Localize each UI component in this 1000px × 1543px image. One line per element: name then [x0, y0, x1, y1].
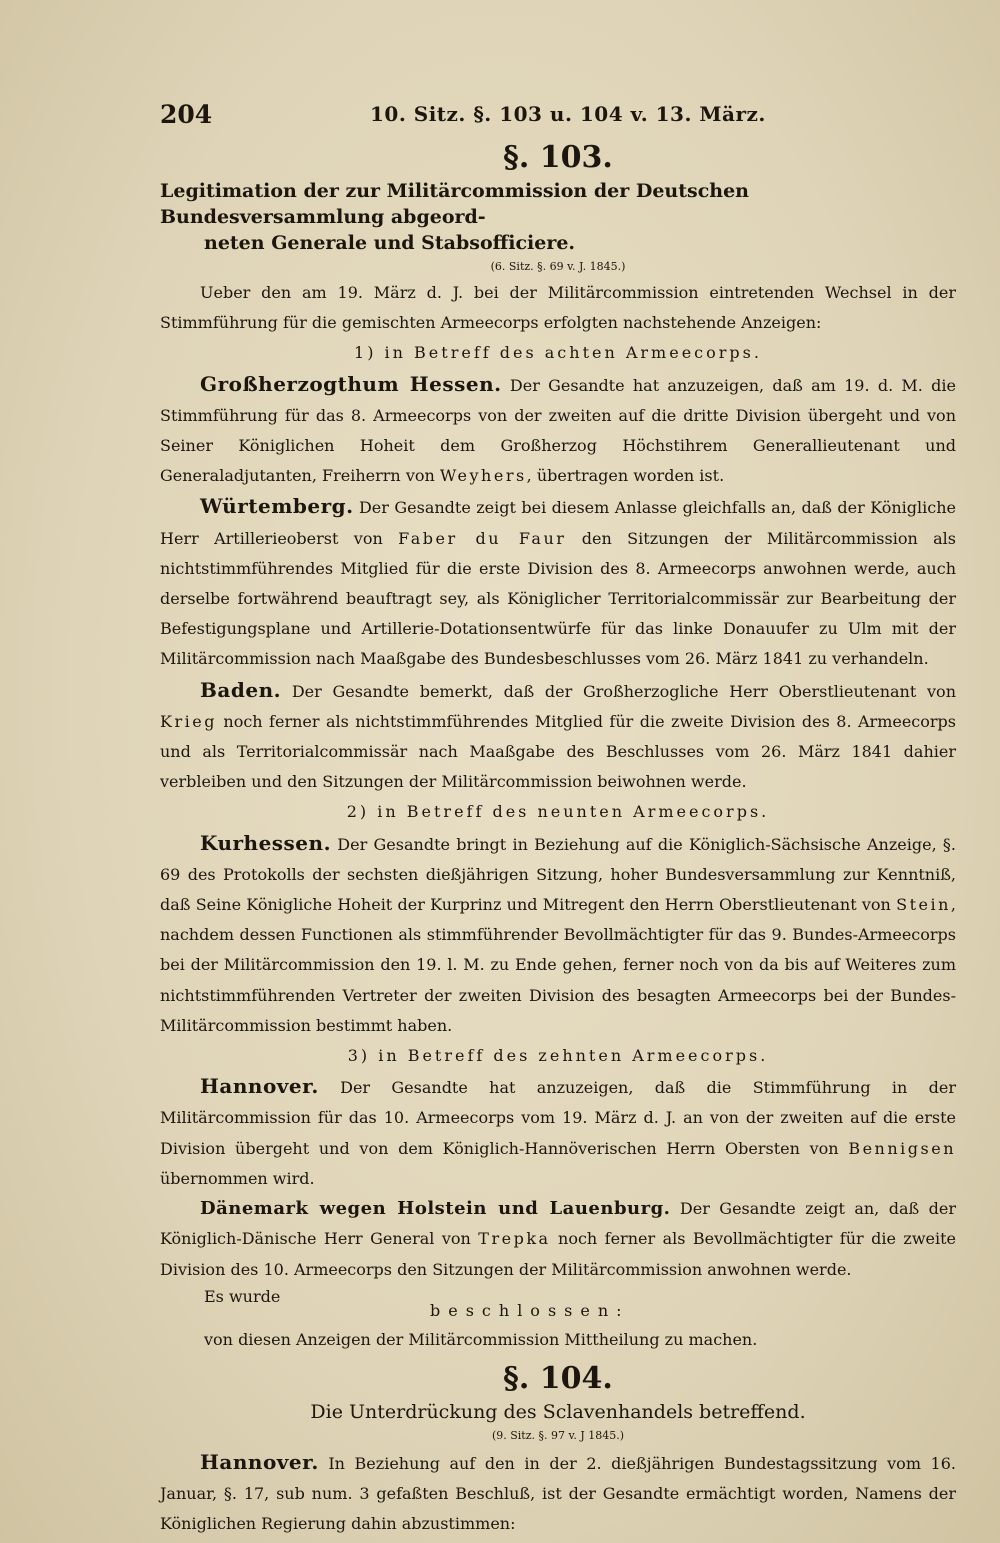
text-baden-b: noch ferner als nichtstimmführendes Mitglied für die zweite Division des 8. Armeecorps und als Territorialcommissär nach Maaßgabe des Beschlusses vom 26. März 1841 dahier verbleiben und den Sitzungen der Militärcommission beiwohnen werde.	[160, 711, 956, 792]
state-hannover-104: Hannover.	[200, 1449, 319, 1474]
subheading-9th-corps: 2) in Betreff des neunten Armeecorps.	[346, 802, 770, 822]
text-daenemark-b: noch ferner als Bevollmächtigter für die zweite Division des 10. Armeecorps den Sitzungen der Militärcommission anwohnen werde.	[160, 1229, 957, 1279]
section-104-title: Die Unterdrückung des Sclavenhandels betreffend.	[310, 1400, 806, 1423]
paragraph-baden	[160, 675, 956, 798]
paragraph-wuerttemberg	[160, 491, 956, 674]
section-103-title-line2: neten Generale und Stabsofficiere.	[204, 232, 576, 254]
subheading-10th-corps: 3) in Betreff des zehnten Armeecorps.	[347, 1046, 769, 1066]
text-hannover-104: In Beziehung auf den in der 2. dießjährigen Bundestagssitzung vom 16. Januar, §. 17, sub num. 3 gefaßten Beschluß, ist der Gesandte ermächtigt worden, Namens der Königlichen Regierung dahin abzustimmen:	[160, 1453, 956, 1534]
text-baden-a: Der Gesandte bemerkt, daß der Großherzogliche Herr Oberstlieutenant von	[281, 681, 956, 701]
name-faber-du-faur: Faber du Faur	[398, 528, 567, 548]
text-hessen-b: , übertragen worden ist.	[526, 466, 725, 486]
text-wuerttemberg-a: Der Gesandte zeigt bei diesem Anlasse gleichfalls an, daß der Königliche Herr Artillerieoberst von	[160, 498, 956, 548]
es-wurde-label: Es wurde	[204, 1286, 281, 1306]
text-wuerttemberg-b: den Sitzungen der Militärcommission als nichtstimmführendes Mitglied für die erste Division des 8. Armeecorps anwohnen werde, auch derselbe fortwährend beauftragt sey, als Königlicher Territorialcommissär zur Bearbeitung der Befestigungsplane und Artillerie-Dotationsentwürfe für das linke Donauufer zu Ulm mit der Militärcommission nach Maaßgabe des Bundesbeschlusses vom 26. März 1841 zu verhandeln.	[160, 528, 957, 669]
text-hessen-a: Der Gesandte hat anzuzeigen, daß am 19. d. M. die Stimmführung für das 8. Armeecorps von der zweiten auf die dritte Division übergeht und von Seiner Königlichen Hoheit dem Großherzog Höchstihrem Generallieutenant und Generaladjutanten, Freiherrn von	[160, 375, 956, 486]
state-daenemark: Dänemark wegen Holstein und Lauenburg.	[200, 1198, 671, 1220]
paragraph-hannover	[160, 1071, 956, 1194]
name-trepka: Trepka	[478, 1229, 551, 1249]
page-header	[160, 100, 960, 136]
paragraph-kurhessen	[160, 828, 956, 1041]
decision-text: von diesen Anzeigen der Militärcommission Mittheilung zu machen.	[204, 1329, 758, 1349]
running-head: 10. Sitz. §. 103 u. 104 v. 13. März.	[370, 102, 766, 126]
section-103-title-line1: Legitimation der zur Militärcommission der Deutschen Bundesversammlung abgeord-	[160, 180, 749, 228]
name-stein: Stein	[896, 895, 951, 915]
resolution-row	[160, 1285, 956, 1325]
text-daenemark-a: Der Gesandte zeigt an, daß der Königlich-Dänische Herr General von	[160, 1199, 956, 1249]
section-104-reference: (9. Sitz. §. 97 v. J 1845.)	[491, 1428, 625, 1442]
text-kurhessen-b: , nachdem dessen Functionen als stimmführender Bevollmächtigter für das 9. Bundes-Armeecorps bei der Militärcommission den 19. l. M. zu Ende gehen, ferner noch von da bis auf Weiteres zum nichtstimmführenden Vertreter der zweiten Division des besagten Armeecorps bei der Bundes-Militärcommission bestimmt haben.	[160, 895, 956, 1035]
page-body	[160, 140, 956, 1540]
paragraph-daenemark	[160, 1194, 956, 1285]
text-hannover-a: Der Gesandte hat anzuzeigen, daß die Stimmführung in der Militärcommission für das 10. Armeecorps vom 19. März d. J. an von der zweiten auf die erste Division übergeht und von dem Königlich-Hannöverischen Herrn Obersten von	[160, 1078, 956, 1158]
name-weyhers: Weyhers	[439, 466, 527, 486]
state-hessen: Großherzogthum Hessen.	[200, 371, 502, 396]
state-kurhessen: Kurhessen.	[200, 830, 332, 855]
section-104-number: §. 104.	[503, 1360, 613, 1396]
text-kurhessen-a: Der Gesandte bringt in Beziehung auf die Königlich-Sächsische Anzeige, §. 69 des Protokolls der sechsten dießjährigen Sitzung, hoher Bundesversammlung zur Kenntniß, daß Seine Königliche Hoheit der Kurprinz und Mitregent den Herrn Oberstlieutenant von	[160, 834, 956, 915]
name-krieg: Krieg	[160, 711, 217, 731]
subheading-8th-corps: 1) in Betreff des achten Armeecorps.	[354, 343, 762, 363]
section-103-number: §. 103.	[503, 140, 613, 175]
section-103-intro: Ueber den am 19. März d. J. bei der Militärcommission eintretenden Wechsel in der Stimmführung für die gemischten Armeecorps erfolgten nachstehende Anzeigen:	[160, 283, 956, 333]
section-103-reference: (6. Sitz. §. 69 v. J. 1845.)	[490, 260, 626, 273]
state-wuerttemberg: Würtemberg.	[200, 494, 354, 519]
state-hannover: Hannover.	[200, 1074, 319, 1099]
name-bennigsen: Bennigsen	[848, 1138, 956, 1158]
paragraph-hannover-104	[160, 1447, 956, 1540]
text-hannover-b: übernommen wird.	[160, 1168, 315, 1188]
state-baden: Baden.	[200, 677, 282, 702]
beschlossen-label: beschlossen:	[430, 1300, 630, 1320]
page-number: 204	[160, 100, 213, 129]
paragraph-hessen	[160, 369, 956, 492]
